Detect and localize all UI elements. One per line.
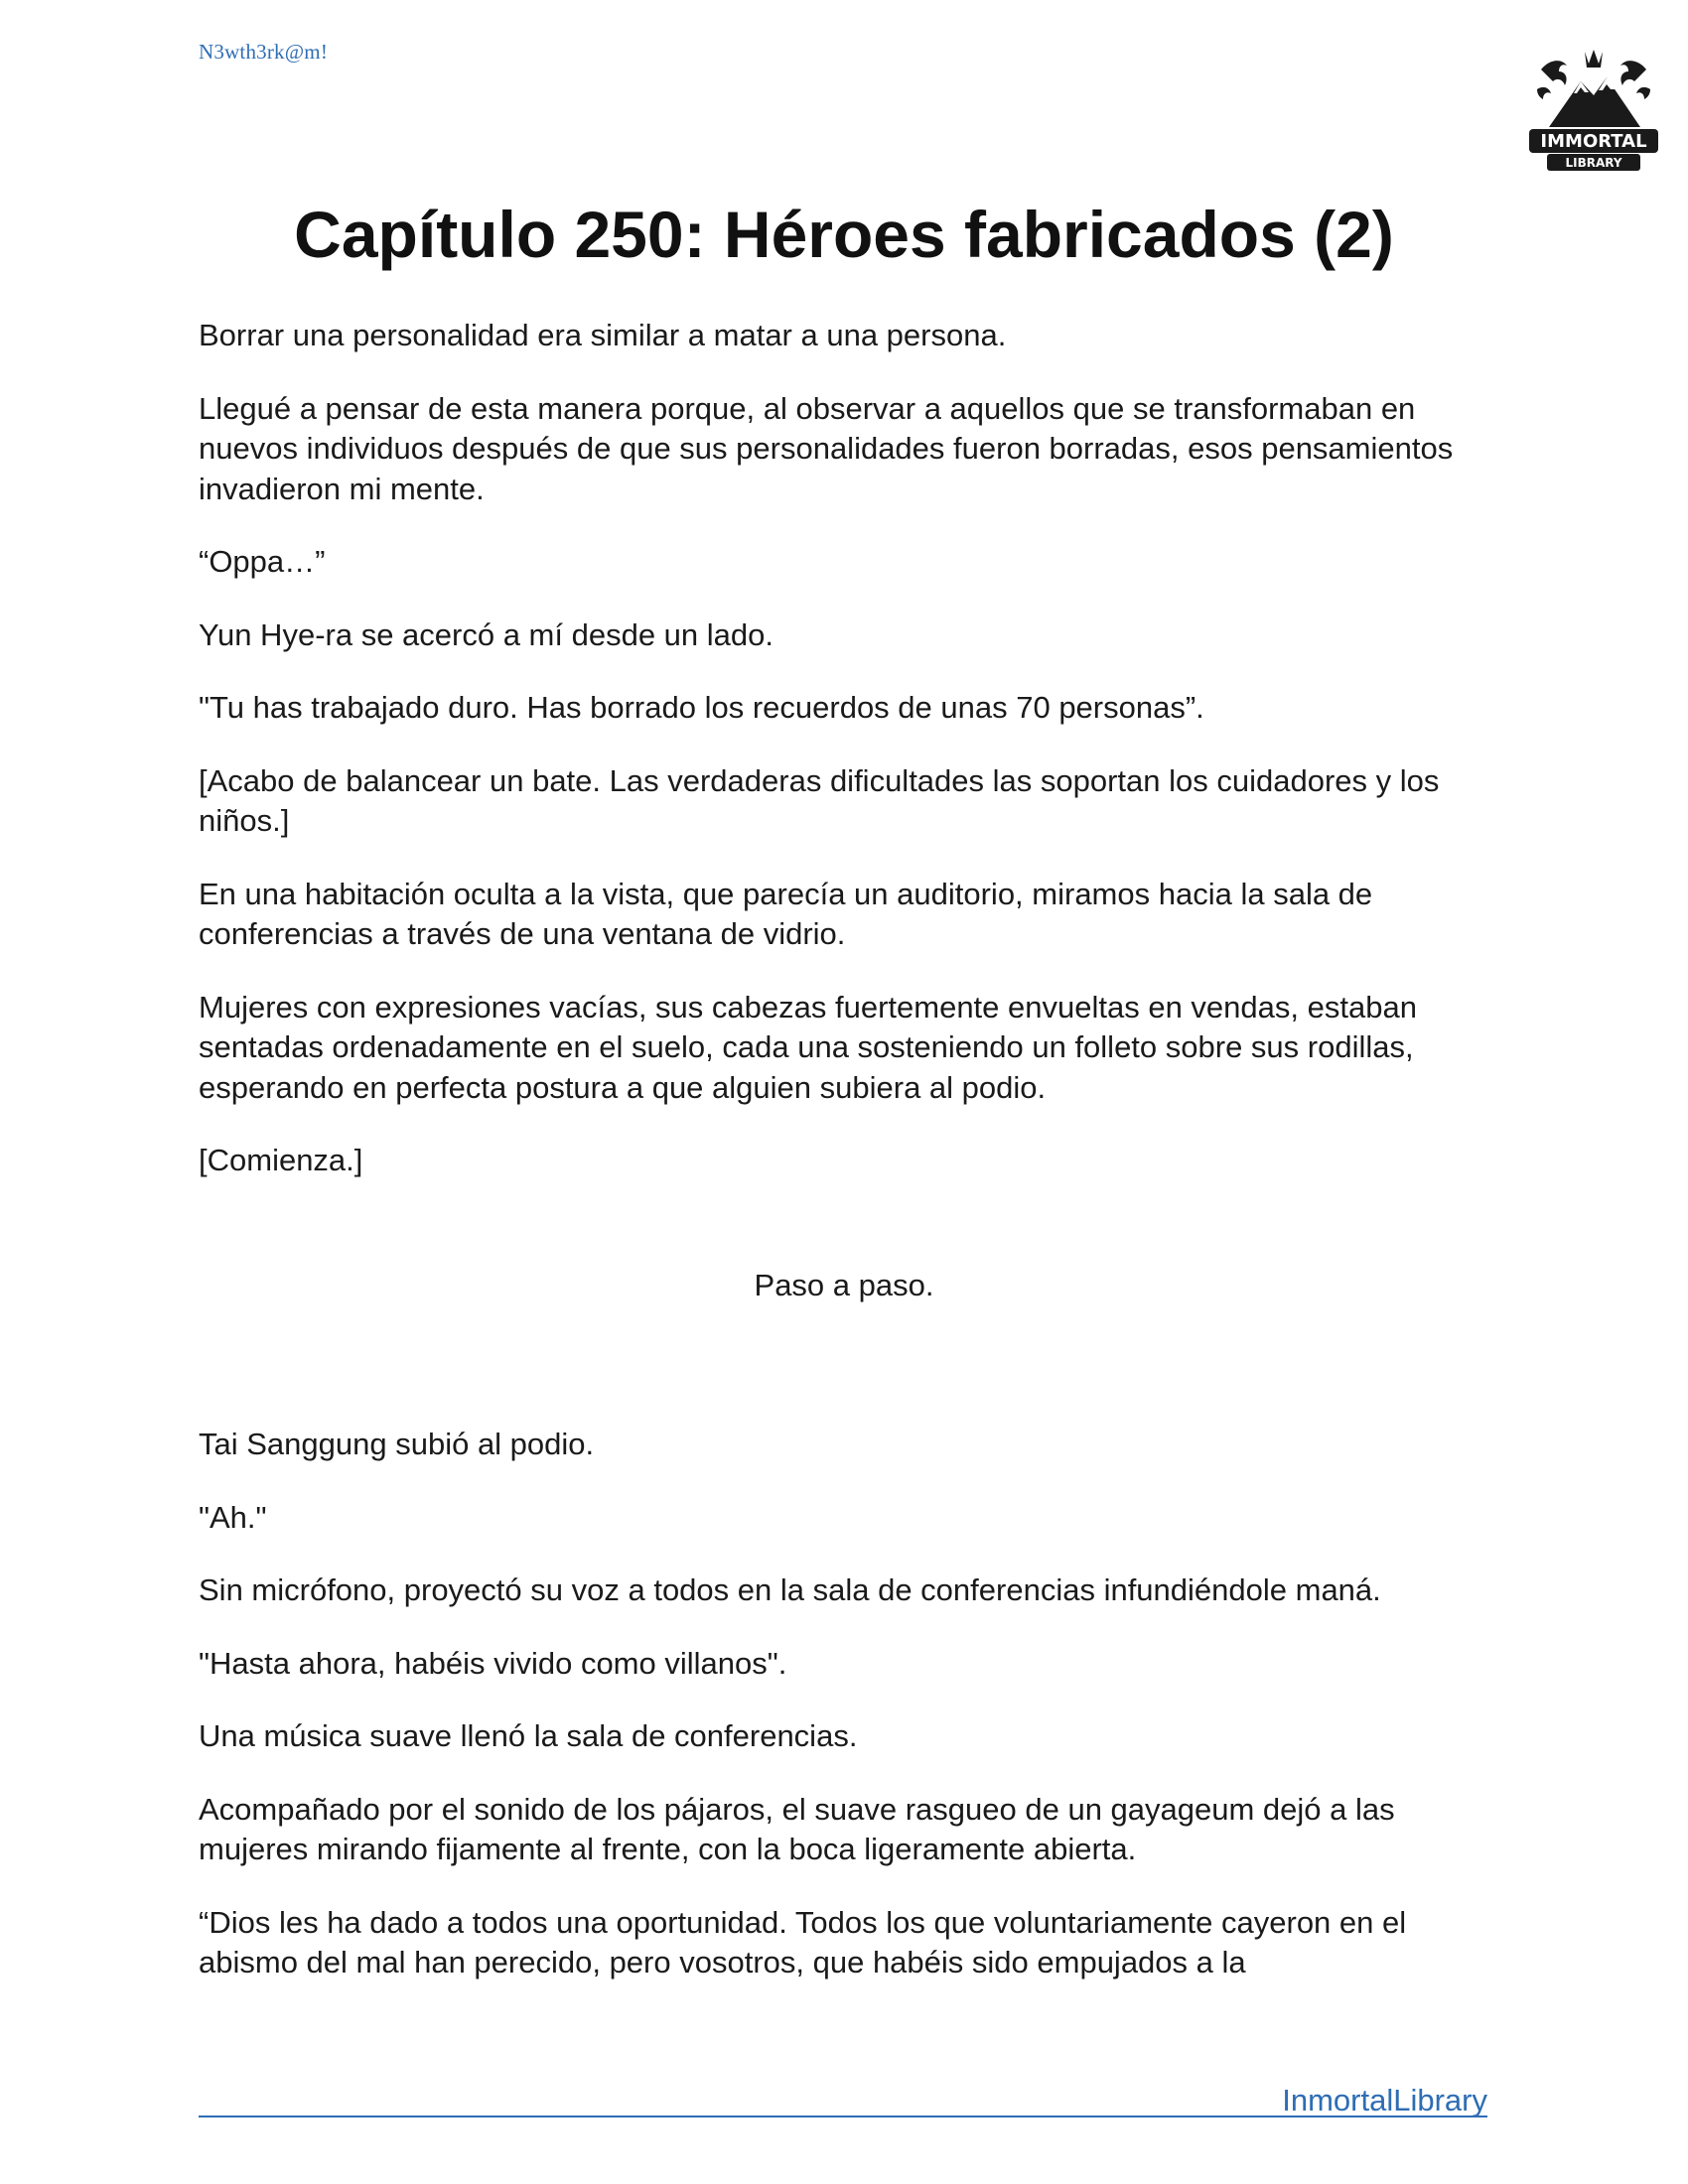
paragraph: "Hasta ahora, habéis vivido como villanos". (199, 1645, 787, 1681)
paragraph: [Comienza.] (199, 1143, 363, 1177)
footer-link-inmortal-library[interactable]: InmortalLibrary (1282, 2083, 1487, 2117)
paragraph: Acompañado por el sonido de los pájaros, el suave rasgueo de un gayageum dejó a las mujeres mirando fijamente al frente, con la boca ligeramente abierta. (199, 1791, 1395, 1866)
paragraph: Una música suave llenó la sala de conferencias. (199, 1718, 858, 1753)
paragraph: Borrar una personalidad era similar a matar a una persona. (199, 318, 1007, 352)
paragraph: En una habitación oculta a la vista, que parecía un auditorio, miramos hacia la sala de conferencias a través de una ventana de vidrio. (199, 876, 1373, 951)
logo-text-line2: LIBRARY (1565, 156, 1622, 170)
paragraph: “Oppa…” (199, 544, 326, 579)
paragraph: Llegué a pensar de esta manera porque, al observar a aquellos que se transformaban en nuevos individuos después de que sus personalidades fueron borradas, esos pensamientos invadieron mi mente. (199, 390, 1454, 506)
chapter-title: Capítulo 250: Héroes fabricados (2) (294, 198, 1394, 271)
chapter-body (199, 316, 1489, 2016)
paragraph: "Tu has trabajado duro. Has borrado los recuerdos de unas 70 personas”. (199, 690, 1204, 725)
immortal-library-logo (1519, 30, 1668, 179)
paragraph: Sin micrófono, proyectó su voz a todos en la sala de conferencias infundiéndole maná. (199, 1572, 1381, 1607)
paragraph: Mujeres con expresiones vacías, sus cabezas fuertemente envueltas en vendas, estaban sentadas ordenadamente en el suelo, cada una sosteniendo un folleto sobre sus rodillas, esperando en perfecta postura a que alguien subiera al podio. (199, 989, 1417, 1105)
paragraph: [Acabo de balancear un bate. Las verdaderas dificultades las soportan los cuidadores y los niños.] (199, 762, 1440, 838)
paragraph: Yun Hye-ra se acercó a mí desde un lado. (199, 616, 774, 652)
paragraph: "Ah." (199, 1499, 267, 1535)
dragon-mountain-crest-icon (1529, 50, 1658, 171)
logo-text-line1: IMMORTAL (1540, 131, 1647, 152)
watermark: N3wth3rk@m! (199, 40, 329, 64)
paragraph: Tai Sanggung subió al podio. (199, 1427, 595, 1461)
scene-break: Paso a paso. (754, 1267, 934, 1302)
paragraph: “Dios les ha dado a todos una oportunidad. Todos los que voluntariamente cayeron en el abismo del mal han perecido, pero vosotros, que habéis sido empujados a la (199, 1904, 1407, 1979)
